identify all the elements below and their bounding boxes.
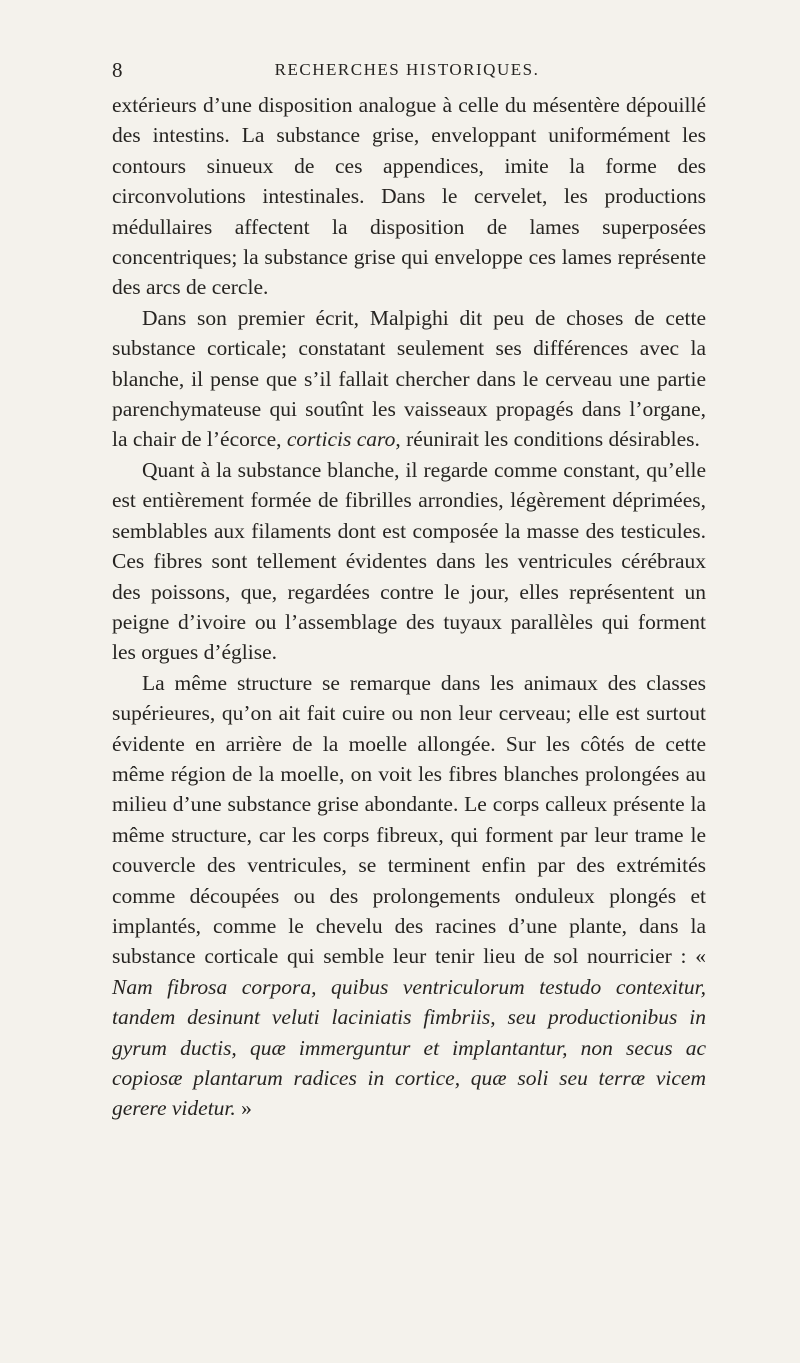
paragraph-3 — [112, 455, 706, 668]
paragraph-2-latin-term: corticis caro — [286, 427, 396, 452]
latin-quotation: Nam fibrosa corpora, quibus ventriculorum testudo contexitur, tandem desinunt veluti laciniatis fimbriis, seu productionibus in gyrum ductis, quæ immerguntur et implantantur, non secus ac copiosæ plantarum radices in cortice, quæ soli seu terræ vicem gerere videtur. — [112, 974, 706, 1121]
page-header — [112, 58, 702, 88]
paragraph-2-text-end: , réunirait les conditions désirables. — [395, 427, 700, 452]
paragraph-4-text: La même structure se remarque dans les animaux des classes supérieures, qu’on ait fait cuire ou non leur cerveau; elle est surtout évidente en arrière de la moelle allongée. Sur les côtés de cette même région de la moelle, on voit les fibres blanches prolongées au milieu d’une substance grise abondante. Le corps calleux présente la même structure, car les corps fibreux, qui forment par leur trame le couvercle des ventricules, se terminent enfin par des extrémités comme découpées ou des prolongements onduleux plongés et implantés, comme le chevelu des racines d’une plante, dans la substance corticale qui semble leur tenir lieu de sol nourricier : « — [112, 670, 706, 969]
paragraph-1 — [112, 90, 706, 303]
page-number: 8 — [112, 58, 123, 82]
paragraph-1-text: extérieurs d’une disposition analogue à celle du mésentère dépouillé des intestins. La substance grise, enveloppant uniformément les contours sinueux de ces appendices, imite la forme des circonvolutions intestinales. Dans le cervelet, les productions médullaires affectent la disposition de lames superposées concentriques; la substance grise qui enveloppe ces lames représente des arcs de cercle. — [112, 93, 706, 300]
paragraph-2 — [112, 303, 706, 455]
paragraph-4 — [112, 668, 706, 1124]
body-text — [112, 90, 706, 1124]
running-head: RECHERCHES HISTORIQUES. — [274, 60, 540, 79]
paragraph-2-text: Dans son premier écrit, Malpighi dit peu de choses de cette substance corticale; constatant seulement ses différences avec la blanche, il pense que s’il fallait chercher dans le cerveau une partie parenchymateuse qui soutînt les vaisseaux propagés dans l’organe, la chair de l’écorce, — [112, 305, 706, 452]
paragraph-3-text: Quant à la substance blanche, il regarde comme constant, qu’elle est entièrement formée de fibrilles arrondies, légèrement déprimées, semblables aux filaments dont est composée la masse des testicules. Ces fibres sont tellement évidentes dans les ventricules cérébraux des poissons, que, regardées contre le jour, elles représentent un peigne d’ivoire ou l’assemblage des tuyaux parallèles qui forment les orgues d’église. — [112, 457, 706, 665]
paragraph-4-text-end: » — [235, 1096, 252, 1121]
